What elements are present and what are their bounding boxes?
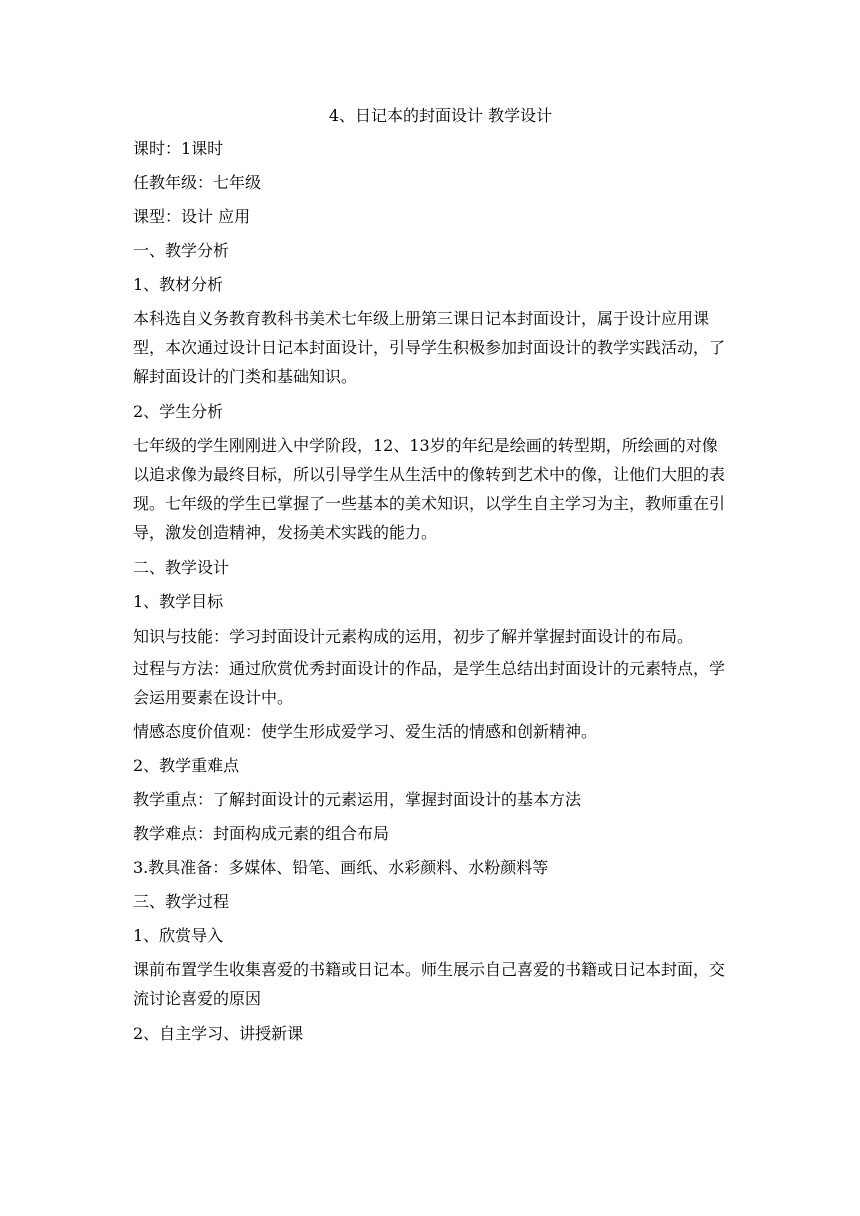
class-hours: 课时：1课时 (133, 139, 224, 158)
subheading-self-study: 2、自主学习、讲授新课 (133, 1024, 304, 1043)
paragraph-textbook-analysis: 本科选自义务教育教科书美术七年级上册第三课日记本封面设计，属于设计应用课型，本次通过设计日记本封面设计，引导学生积极参加封面设计的教学实践活动，了解封面设计的门类和基础知识。 (133, 309, 726, 386)
paragraph-knowledge-skills: 知识与技能：学习封面设计元素构成的运用，初步了解并掌握封面设计的布局。 (133, 627, 694, 646)
line-emotion-values: 情感态度价值观：使学生形成爱学习、爱生活的情感和创新精神。 (133, 722, 598, 741)
paragraph-appreciation-intro: 课前布置学生收集喜爱的书籍或日记本。师生展示自己喜爱的书籍或日记本封面，交流讨论喜爱的原因 (133, 960, 726, 1008)
section-heading-analysis: 一、教学分析 (133, 241, 230, 260)
subheading-appreciation-intro: 1、欣赏导入 (133, 926, 224, 945)
subheading-key-points: 2、教学重难点 (133, 756, 240, 775)
line-key-point: 教学重点：了解封面设计的元素运用，掌握封面设计的基本方法 (133, 790, 582, 809)
document-title: 4、日记本的封面设计 教学设计 (328, 106, 553, 125)
subheading-student-analysis: 2、学生分析 (133, 402, 224, 421)
subheading-textbook-analysis: 1、教材分析 (133, 275, 224, 294)
subheading-teaching-goals: 1、教学目标 (133, 592, 224, 611)
section-heading-process: 三、教学过程 (133, 892, 230, 911)
grade-level: 任教年级：七年级 (133, 173, 262, 192)
line-difficult-point: 教学难点：封面构成元素的组合布局 (133, 824, 390, 843)
paragraph-student-analysis: 七年级的学生刚刚进入中学阶段，12、13岁的年纪是绘画的转型期，所绘画的对像以追求像为最终目标，所以引导学生从生活中的像转到艺术中的像，让他们大胆的表现。七年级的学生已掌握了一些基本的美术知识，以学生自主学习为主，教师重在引导，激发创造精神，发扬美术实践的能力。 (133, 436, 726, 542)
document-page (133, 100, 728, 1051)
section-heading-design: 二、教学设计 (133, 558, 230, 577)
line-teaching-tools: 3.教具准备：多媒体、铅笔、画纸、水彩颜料、水粉颜料等 (133, 858, 549, 877)
paragraph-process-methods: 过程与方法：通过欣赏优秀封面设计的作品，是学生总结出封面设计的元素特点，学会运用要素在设计中。 (133, 659, 726, 707)
lesson-type: 课型：设计 应用 (133, 207, 251, 226)
